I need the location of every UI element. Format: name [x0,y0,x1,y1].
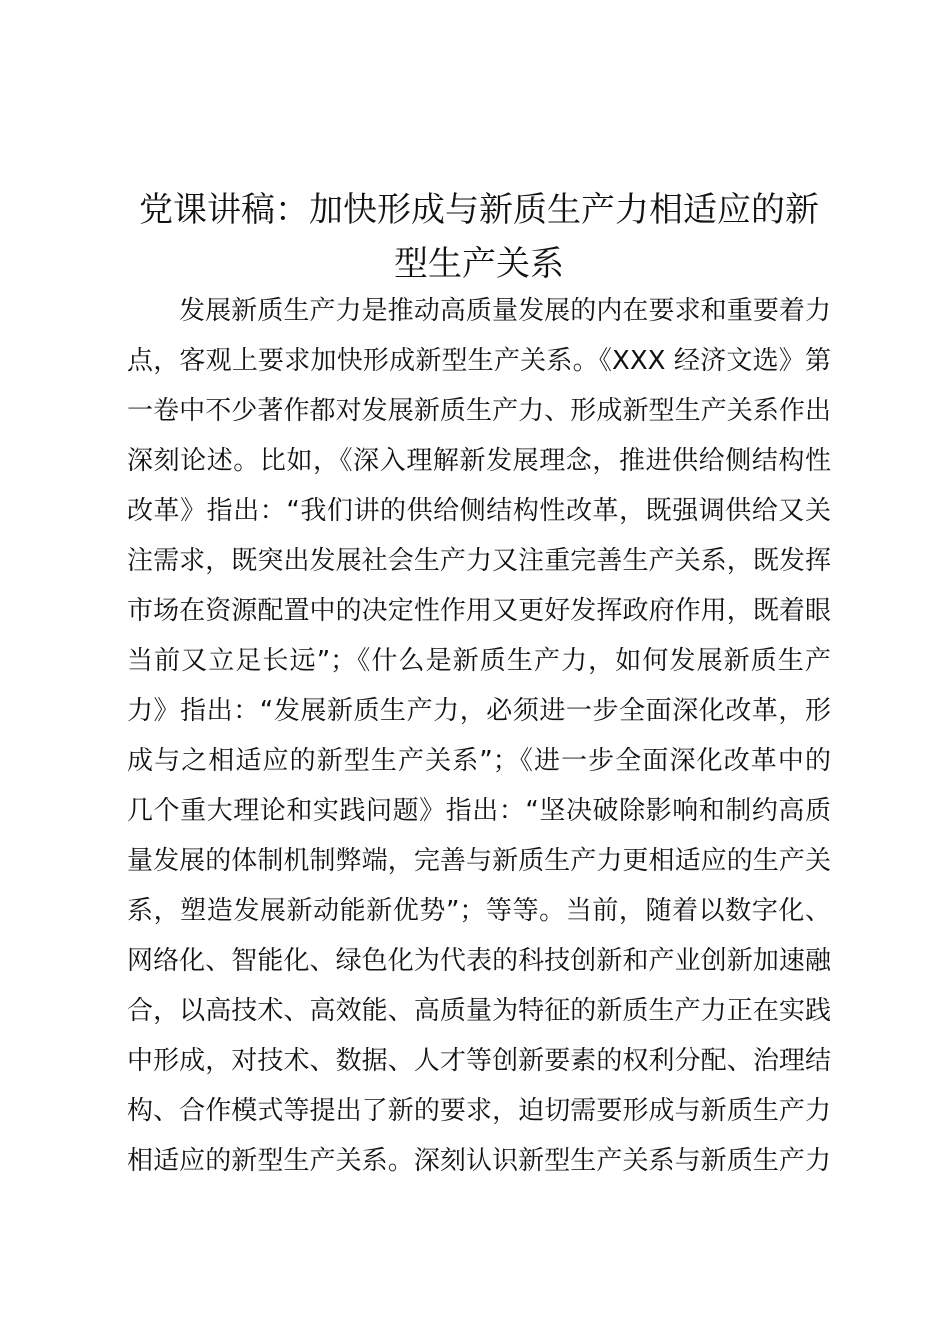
paragraph-line: 注需求，既突出发展社会生产力又注重完善生产关系，既发挥 [127,546,831,576]
paragraph-line: 构、合作模式等提出了新的要求，迫切需要形成与新质生产力 [127,1096,831,1126]
paragraph-line: 合，以高技术、高效能、高质量为特征的新质生产力正在实践 [127,996,831,1026]
paragraph-line: 市场在资源配置中的决定性作用又更好发挥政府作用，既着眼 [127,596,831,626]
paragraph-line: 成与之相适应的新型生产关系”；《进一步全面深化改革中的 [127,746,831,776]
paragraph-line: 量发展的体制机制弊端，完善与新质生产力更相适应的生产关 [127,846,831,876]
title-line-2: 型生产关系 [394,244,564,284]
title-line-1: 党课讲稿：加快形成与新质生产力相适应的新 [139,190,819,230]
paragraph-line: 一卷中不少著作都对发展新质生产力、形成新型生产关系作出 [127,396,831,426]
paragraph-line: 点，客观上要求加快形成新型生产关系。《XXX 经济文选》第 [127,346,831,376]
document-title [127,183,831,291]
paragraph-line: 网络化、智能化、绿色化为代表的科技创新和产业创新加速融 [127,946,831,976]
paragraph-line: 中形成，对技术、数据、人才等创新要素的权利分配、治理结 [127,1046,831,1076]
paragraph-line: 当前又立足长远”；《什么是新质生产力，如何发展新质生产 [127,646,831,676]
paragraph-line: 几个重大理论和实践问题》指出：“坚决破除影响和制约高质 [127,796,831,826]
document-body [127,286,847,1186]
paragraph-line: 改革》指出：“我们讲的供给侧结构性改革，既强调供给又关 [127,496,831,526]
paragraph-line: 力》指出：“发展新质生产力，必须进一步全面深化改革，形 [127,696,831,726]
paragraph-line: 系，塑造发展新动能新优势”；等等。当前，随着以数字化、 [127,896,831,926]
paragraph-line: 发展新质生产力是推动高质量发展的内在要求和重要着力 [179,296,831,326]
paragraph-line: 相适应的新型生产关系。深刻认识新型生产关系与新质生产力 [127,1146,831,1176]
paragraph-line: 深刻论述。比如，《深入理解新发展理念，推进供给侧结构性 [127,446,831,476]
